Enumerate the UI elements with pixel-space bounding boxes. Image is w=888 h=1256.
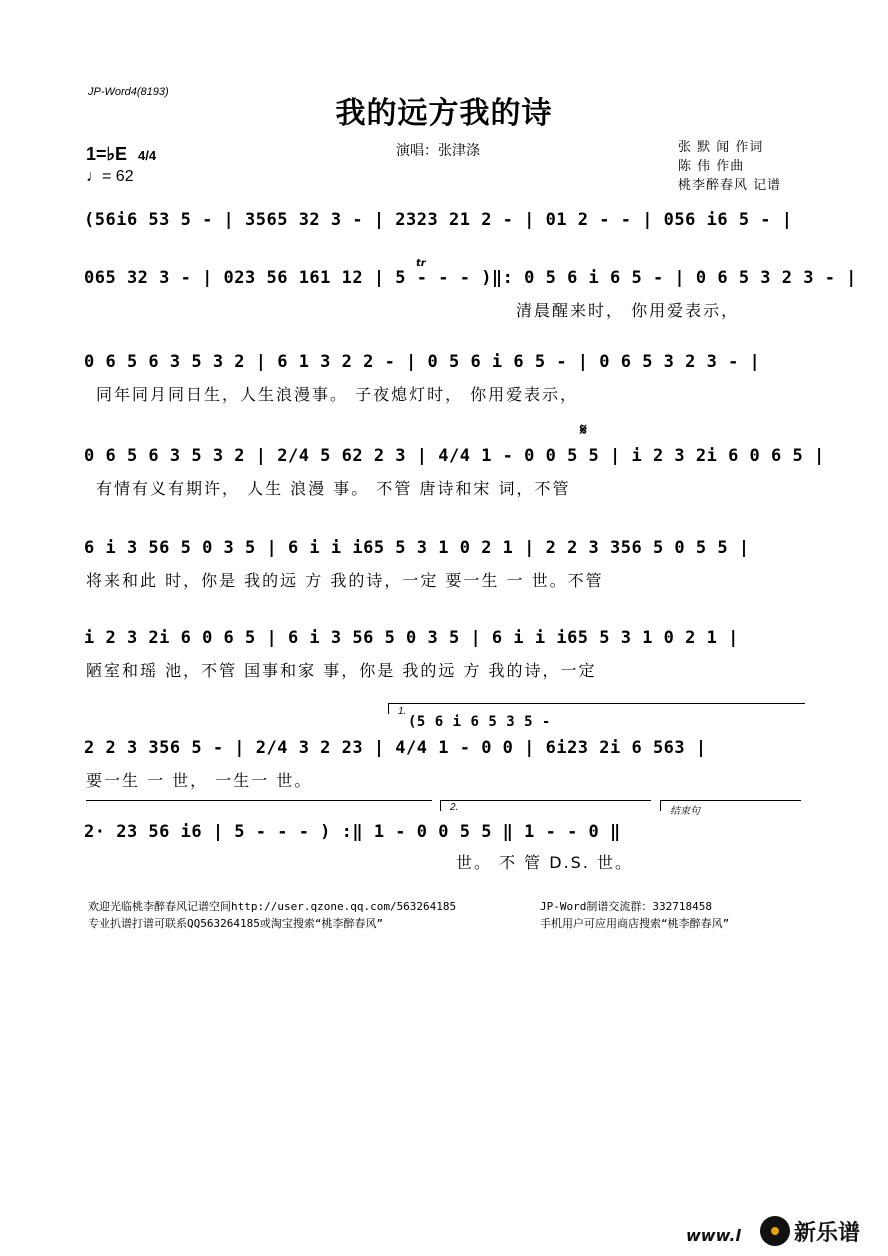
score-line-1: (56i6 53 5 - | 3565 32 3 - | 2323 21 2 - | 01 2 - - | 056 i6 5 - | [84,210,793,230]
trill-mark: tr [416,258,426,269]
record-disc-icon [760,1216,790,1246]
software-label: JP-Word4(8193) [88,86,169,98]
score-line-3: 0 6 5 6 3 5 3 2 | 6 1 3 2 2 - | 0 5 6 i 6 5 - | 0 6 5 3 2 3 - | [84,352,761,372]
lyric-line-4: 有情有义有期许， 人生 浪漫 事。 不管 唐诗和宋 词，不管 [96,479,571,498]
tempo-marking: ♩= 62 [86,168,134,185]
key-signature [86,144,156,165]
volta-2-bracket [440,800,651,811]
lyric-line-2: 清晨醒来时， 你用爱表示， [516,301,740,320]
footer-app: 手机用户可应用商店搜索“桃李醉春风” [540,917,730,930]
footer-contact: 专业扒谱打谱可联系QQ563264185或淘宝搜索“桃李醉春风” [88,917,384,930]
lyric-line-5: 将来和此 时，你是 我的远 方 我的诗，一定 要一生 一 世。不管 [86,571,604,590]
watermark-url: www.l [686,1226,741,1245]
volta-1-label: 1. [398,706,407,717]
score-line-4: 0 6 5 6 3 5 3 2 | 2/4 5 62 2 3 | 4/4 1 - 0 0 5 5 | i 2 3 2i 6 0 6 5 | [84,446,825,466]
lyric-line-8: 世。 不 管 D.S. 世。 [456,853,633,872]
volta-1-bracket [388,703,805,714]
score-line-5: 6 i 3 56 5 0 3 5 | 6 i i i65 5 3 1 0 2 1 | 2 2 3 356 5 0 5 5 | [84,538,750,558]
footer-group: JP-Word制谱交流群：332718458 [540,900,712,913]
song-title: 我的远方我的诗 [335,96,553,131]
score-line-8: 2· 23 56 i6 | 5 - - - ) :‖ 1 - 0 0 5 5 ‖ 1 - - 0 ‖ [84,822,621,842]
volta-2-label: 2. [450,802,459,813]
lyric-line-7: 要一生 一 世， 一生一 世。 [86,771,313,790]
brand-logo [760,1214,876,1248]
time-signature: 4/4 [138,148,157,163]
score-line-6: i 2 3 2i 6 0 6 5 | 6 i 3 56 5 0 3 5 | 6 i i i65 5 3 1 0 2 1 | [84,628,739,648]
lyric-line-6: 陋室和瑶 池，不管 国事和家 事，你是 我的远 方 我的诗，一定 [86,661,597,680]
singer-credit: 演唱：张津涤 [396,143,480,159]
transcriber-credit: 桃李醉春风 记谱 [678,178,782,193]
score-line-2: 065 32 3 - | 023 56 161 12 | 5 - - - )‖: 0 5 6 i 6 5 - | 0 6 5 3 2 3 - | [84,268,857,288]
section-divider [86,800,432,801]
footer-website: 欢迎光临桃李醉春风记谱空间http://user.qzone.qq.com/563264185 [88,900,457,913]
segno-sign: 𝄋 [580,420,587,439]
key-label: 1=♭E [86,144,128,164]
lyricist-credit: 张 默 闻 作词 [678,140,764,155]
lyric-line-3: 同年同月同日生，人生浪漫事。 子夜熄灯时， 你用爱表示， [96,385,579,404]
volta-1-intro-notes: (5 6 i 6 5 3 5 - [408,714,551,730]
brand-name: 新乐谱 [794,1221,861,1246]
coda-label: 结束句 [670,806,700,817]
score-line-7: 2 2 3 356 5 - | 2/4 3 2 23 | 4/4 1 - 0 0 | 6i23 2i 6 563 | [84,738,707,758]
composer-credit: 陈 伟 作曲 [678,159,745,174]
